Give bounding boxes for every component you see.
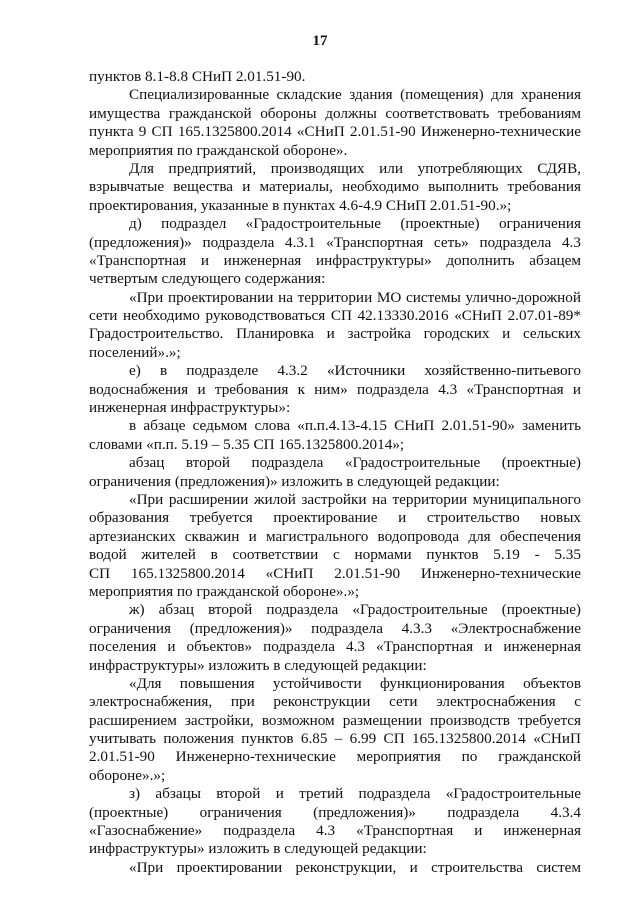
text-line: сети необходимо руководствоваться СП 42.13330.2016 «СНиП 2.07.01-89* bbox=[89, 307, 581, 325]
text-line: ограничения (предложения)» подраздела 4.3.3 «Электроснабжение bbox=[89, 619, 581, 637]
text-line: 2.01.51-90 Инженерно-технические мероприятия по гражданской bbox=[89, 748, 581, 766]
text-line: инфраструктуры» изложить в следующей редакции: bbox=[89, 840, 427, 858]
text-line: (проектные) ограничения (предложения)» подраздела 4.3.4 bbox=[89, 803, 581, 821]
page-number: 17 bbox=[312, 33, 328, 49]
text-line: ограничения (предложения)» изложить в следующей редакции: bbox=[89, 472, 500, 490]
text-line: взрывчатые вещества и материалы, необходимо выполнить требования bbox=[89, 178, 581, 196]
text-line: мероприятия по гражданской обороне». bbox=[89, 141, 348, 159]
text-line: водой жителей в соответствии с нормами пунктов 5.19 - 5.35 bbox=[89, 546, 581, 564]
text-line: «Газоснабжение» подраздела 4.3 «Транспортная и инженерная bbox=[89, 822, 581, 840]
text-line: четвертым следующего содержания: bbox=[89, 270, 326, 288]
text-line: д) подраздел «Градостроительные (проектные) ограничения bbox=[129, 215, 581, 233]
text-line: ж) абзац второй подраздела «Градостроительные (проектные) bbox=[129, 601, 581, 619]
text-line: (предложения)» подраздела 4.3.1 «Транспортная сеть» подраздела 4.3 bbox=[89, 233, 581, 251]
text-line: инфраструктуры» изложить в следующей редакции: bbox=[89, 656, 427, 674]
text-line: пунктов 8.1-8.8 СНиП 2.01.51-90. bbox=[89, 68, 306, 85]
text-line: электроснабжения, при реконструкции сети электроснабжения с bbox=[89, 693, 581, 711]
text-line: абзац второй подраздела «Градостроительные (проектные) bbox=[129, 454, 581, 472]
text-line: е) в подразделе 4.3.2 «Источники хозяйственно-питьевого bbox=[129, 362, 581, 380]
text-line: в абзаце седьмом слова «п.п.4.13-4.15 СНиП 2.01.51-90» заменить bbox=[129, 417, 581, 435]
text-line: имущества гражданской обороны должны соответствовать требованиям bbox=[89, 104, 581, 122]
text-line: «При расширении жилой застройки на территории муниципального bbox=[129, 490, 581, 508]
text-line: поселений».»; bbox=[89, 343, 181, 361]
text-line: з) абзацы второй и третий подраздела «Градостроительные bbox=[129, 785, 581, 803]
text-line: «При проектировании реконструкции, и строительства систем bbox=[129, 858, 581, 876]
text-line: расширением застройки, возможном размещении производств требуется bbox=[89, 711, 581, 729]
text-line: «При проектировании на территории МО системы улично-дорожной bbox=[129, 288, 581, 306]
text-line: обороне».»; bbox=[89, 766, 166, 784]
text-line: СП 165.1325800.2014 «СНиП 2.01.51-90 Инженерно-технические bbox=[89, 564, 581, 582]
text-line: Специализированные складские здания (помещения) для хранения bbox=[129, 86, 581, 104]
text-line: «Для повышения устойчивости функционирования объектов bbox=[129, 674, 581, 692]
document-body bbox=[89, 68, 581, 877]
text-line: пункта 9 СП 165.1325800.2014 «СНиП 2.01.51-90 Инженерно-технические bbox=[89, 123, 581, 141]
text-line: «Транспортная и инженерная инфраструктуры» дополнить абзацем bbox=[89, 251, 581, 269]
text-line: поселения и объектов» подраздела 4.3 «Транспортная и инженерная bbox=[89, 638, 581, 656]
text-line: инженерная инфраструктуры»: bbox=[89, 399, 291, 417]
text-line: проектирования, указанные в пунктах 4.6-4.9 СНиП 2.01.51-90.»; bbox=[89, 196, 512, 214]
text-line: образования требуется проектирование и строительство новых bbox=[89, 509, 581, 527]
text-line: словами «п.п. 5.19 – 5.35 СП 165.1325800.2014»; bbox=[89, 435, 405, 453]
text-line: водоснабжения и требования к ним» подраздела 4.3 «Транспортная и bbox=[89, 380, 581, 398]
text-line: мероприятия по гражданской обороне».»; bbox=[89, 582, 360, 600]
text-line: учитывать положения пунктов 6.85 – 6.99 СП 165.1325800.2014 «СНиП bbox=[89, 730, 581, 748]
text-line: Градостроительство. Планировка и застройка городских и сельских bbox=[89, 325, 581, 343]
text-line: Для предприятий, производящих или употребляющих СДЯВ, bbox=[129, 159, 581, 177]
text-line: артезианских скважин и магистрального водопровода для обеспечения bbox=[89, 527, 581, 545]
